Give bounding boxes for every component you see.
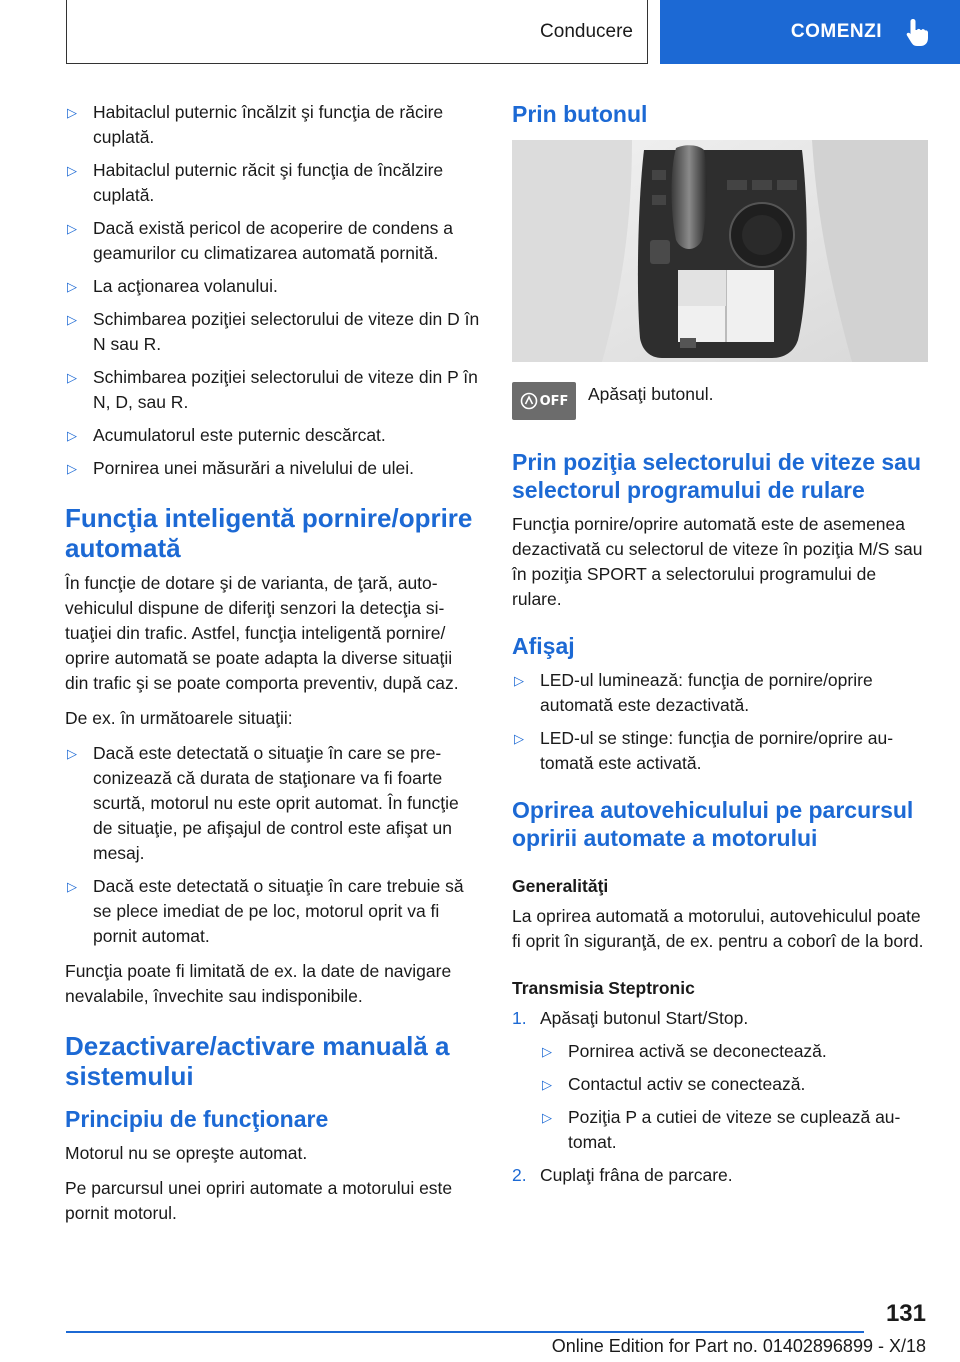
bullet-triangle-icon: ▷ <box>67 312 77 327</box>
bullet-triangle-icon: ▷ <box>67 370 77 385</box>
page-number: 131 <box>885 1300 926 1327</box>
auto-start-stop-off-icon <box>512 382 576 420</box>
list-item <box>65 274 480 299</box>
footer-divider <box>66 1331 864 1333</box>
list-item-text: Dacă este detectată o situaţie în care trebuie să se plece imediat de pe loc, motorul oprit va fi pornit automat. <box>93 876 464 946</box>
header-chapter-tab[interactable] <box>660 0 960 64</box>
smart-situations-list <box>65 741 480 949</box>
bullet-triangle-icon: ▷ <box>67 221 77 236</box>
paragraph-limitation: Funcţia poate fi limitată de ex. la date de navigare nevalabile, învechite sau indisponibile. <box>65 961 452 1006</box>
right-column <box>512 100 928 1198</box>
step-item <box>512 1163 928 1188</box>
list-item-text: Habitaclul puternic răcit şi funcţia de încălzire cuplată. <box>93 160 444 205</box>
step-number: 2. <box>512 1165 527 1185</box>
paragraph-principle-2: Pe parcursul unei opriri automate a motorului este pornit motorul. <box>65 1178 453 1223</box>
header-chapter-title: COMENZI <box>790 21 882 42</box>
bullet-triangle-icon: ▷ <box>514 673 524 688</box>
bullet-triangle-icon: ▷ <box>514 731 524 746</box>
heading-via-button: Prin butonul <box>512 101 648 127</box>
bullet-triangle-icon: ▷ <box>542 1077 552 1092</box>
heading-display: Afişaj <box>512 633 575 659</box>
step-sub-list <box>540 1039 928 1155</box>
heading-steptronic: Transmisia Steptronic <box>512 978 695 998</box>
list-item-text: Pornirea unei măsurări a nivelului de ulei. <box>93 458 415 478</box>
list-item-text: Habitaclul puternic încălzit şi funcţia de răcire cuplată. <box>93 102 444 147</box>
list-item <box>512 668 928 718</box>
sub-list-item <box>540 1105 928 1155</box>
sub-list-item <box>540 1072 928 1097</box>
paragraph-press-button: Apăsaţi butonul. <box>588 384 714 404</box>
heading-via-selector: Prin poziţia selectorului de viteze sau selectorul programului de rulare <box>512 449 922 503</box>
bullet-triangle-icon: ▷ <box>542 1044 552 1059</box>
list-item-text: Schimbarea poziţiei selectorului de viteze din P în N, D, sau R. <box>93 367 478 412</box>
sub-list-item <box>540 1039 928 1064</box>
list-item <box>65 741 480 866</box>
bullet-triangle-icon: ▷ <box>67 105 77 120</box>
step-text: Apăsaţi butonul Start/Stop. <box>540 1008 749 1028</box>
list-item-text: La acţionarea volanului. <box>93 276 278 296</box>
paragraph-selector: Funcţia pornire/oprire automată este de asemenea dezactivată cu selectorul de viteze în poziţia M/S sau în poziţia SPORT a selectorului programului de rulare. <box>512 514 923 609</box>
list-item-text: Dacă este detectată o situaţie în care se preconizează că durata de staţionare va fi foarte scurtă, motorul nu este oprit automat. În funcţie de situaţie, pe afişajul de control este afişat un mesaj. <box>93 743 459 863</box>
left-column <box>65 100 480 1236</box>
header-section-title: Conducere <box>540 20 633 42</box>
bullet-triangle-icon: ▷ <box>542 1110 552 1125</box>
hand-pointer-icon <box>904 17 930 47</box>
display-led-list <box>512 668 928 776</box>
bullet-triangle-icon: ▷ <box>67 461 77 476</box>
condition-list <box>65 100 480 481</box>
list-item <box>65 365 480 415</box>
footer-edition: Online Edition for Part no. 01402896899 - X/18 <box>551 1336 926 1356</box>
step-number: 1. <box>512 1008 527 1028</box>
bullet-triangle-icon: ▷ <box>67 428 77 443</box>
off-icon-label: OFF <box>539 393 569 409</box>
list-item-text: Dacă există pericol de acoperire de condens a geamurilor cu climatizarea automată pornită. <box>93 218 453 263</box>
paragraph-example-intro: De ex. în următoarele situaţii: <box>65 708 293 728</box>
heading-manual-toggle: Dezactivare/activare manuală a sistemului <box>65 1031 450 1091</box>
gear-selector-console-photo <box>512 140 928 362</box>
list-item <box>65 158 480 208</box>
list-item-text: Schimbarea poziţiei selectorului de viteze din D în N sau R. <box>93 309 480 354</box>
list-item-text: Acumulatorul este puternic descărcat. <box>93 425 386 445</box>
step-text: Cuplaţi frâna de parcare. <box>540 1165 733 1185</box>
list-item-text: LED-ul se stinge: funcţia de pornire/oprire automată este activată. <box>540 728 894 773</box>
list-item <box>65 216 480 266</box>
list-item <box>512 726 928 776</box>
bullet-triangle-icon: ▷ <box>67 279 77 294</box>
paragraph-principle-1: Motorul nu se opreşte automat. <box>65 1143 308 1163</box>
sub-list-item-text: Contactul activ se conectează. <box>568 1074 806 1094</box>
bullet-triangle-icon: ▷ <box>67 746 77 761</box>
paragraph-general: La oprirea automată a motorului, autovehiculul poate fi oprit în siguranţă, de ex. pentru a coborî de la bord. <box>512 906 924 951</box>
list-item <box>65 874 480 949</box>
heading-principle: Principiu de funcţionare <box>65 1106 329 1132</box>
list-item <box>65 456 480 481</box>
list-item <box>65 307 480 357</box>
list-item <box>65 423 480 448</box>
bullet-triangle-icon: ▷ <box>67 163 77 178</box>
heading-smart-start-stop: Funcţia inteligentă pornire/oprire automată <box>65 503 473 563</box>
bullet-triangle-icon: ▷ <box>67 879 77 894</box>
paragraph-smart-intro: În funcţie de dotare şi de varianta, de ţară, autovehiculul dispune de diferiţi senzori la detecţia situaţiei din trafic. Astfel, funcţia inteligentă pornire/ oprire automată se poate adapta la diverse situaţii din trafic şi se poate comporta preventiv, după caz. <box>65 573 459 693</box>
sub-list-item-text: Pornirea activă se deconectează. <box>568 1041 827 1061</box>
header-section-box <box>66 0 648 64</box>
steptronic-steps <box>512 1006 928 1188</box>
list-item <box>65 100 480 150</box>
step-item <box>512 1006 928 1155</box>
off-button-row <box>512 382 928 420</box>
heading-general: Generalităţi <box>512 876 609 896</box>
sub-list-item-text: Poziţia P a cutiei de viteze se cuplează automat. <box>568 1107 901 1152</box>
list-item-text: LED-ul luminează: funcţia de pornire/oprire automată este dezactivată. <box>540 670 873 715</box>
heading-stopping-vehicle: Oprirea autovehiculului pe parcursul opririi automate a motorului <box>512 797 914 851</box>
